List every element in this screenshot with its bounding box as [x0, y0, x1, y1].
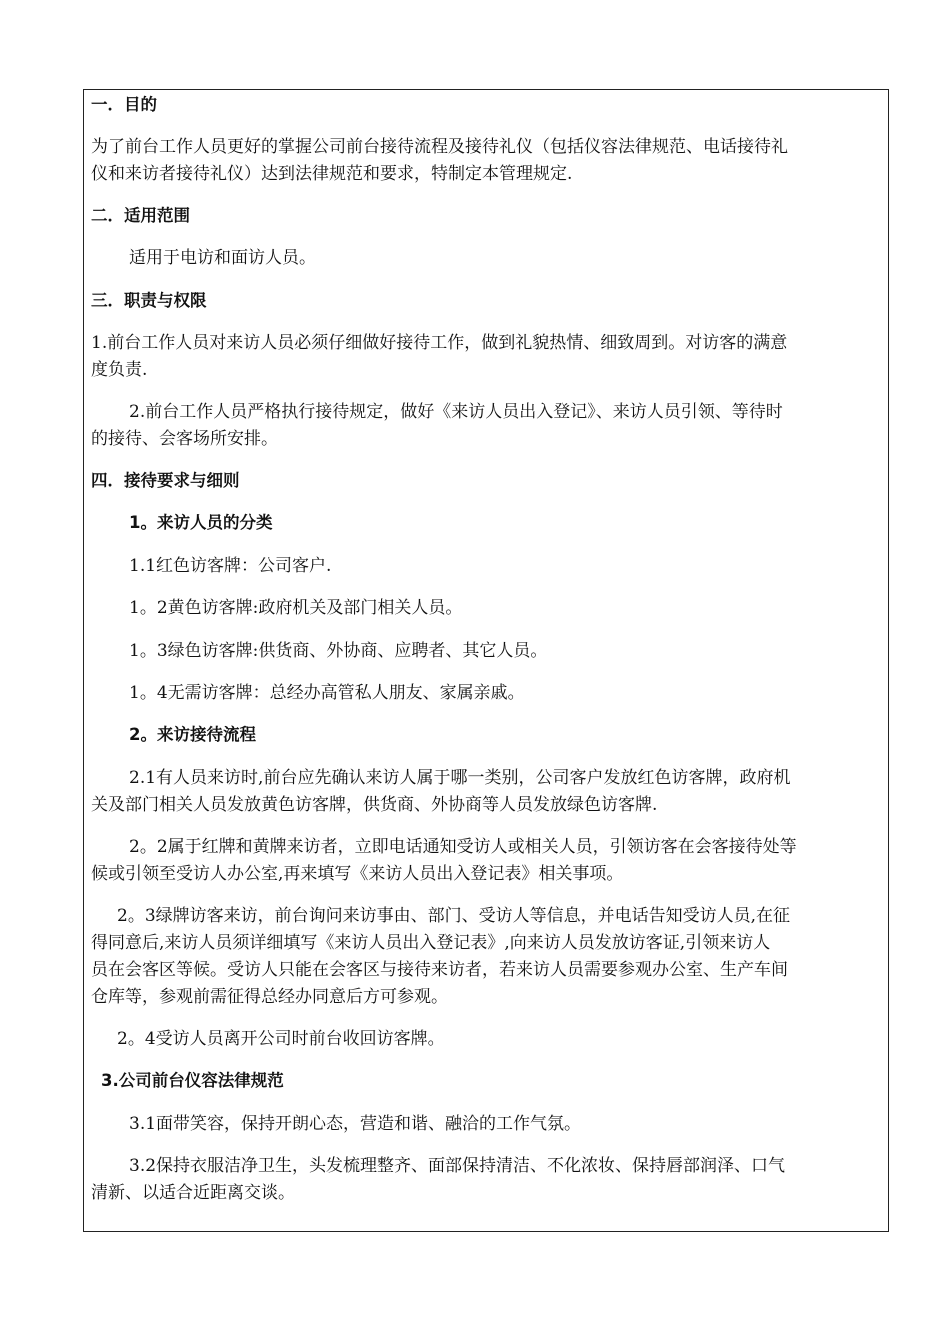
section-3-heading: 三．职责与权限 — [91, 291, 207, 310]
subsection-4-1-heading: 1。来访人员的分类 — [129, 513, 273, 532]
section-3-item-line: 1.前台工作人员对来访人员必须仔细做好接待工作，做到礼貌热情、细致周到。对访客的满意 — [91, 333, 788, 353]
subsection-4-1-item: 1.1红色访客牌：公司客户. — [129, 556, 332, 576]
subsection-4-3-item-line: 3.2保持衣服洁净卫生，头发梳理整齐、面部保持清洁、不化浓妆、保持唇部润泽、口气 — [129, 1156, 786, 1176]
section-2-heading: 二．适用范围 — [91, 206, 190, 225]
subsection-4-2-item-line: 2。2属于红牌和黄牌来访者，立即电话通知受访人或相关人员，引领访客在会客接待处等 — [129, 837, 797, 857]
section-1-paragraph-line: 为了前台工作人员更好的掌握公司前台接待流程及接待礼仪（包括仪容法律规范、电话接待礼 — [91, 137, 788, 157]
section-1-heading: 一．目的 — [91, 95, 157, 114]
section-3-item-line: 的接待、会客场所安排。 — [91, 429, 278, 449]
subsection-4-2-item-line: 2。3绿牌访客来访，前台询问来访事由、部门、受访人等信息，并电话告知受访人员,在征 — [117, 906, 791, 926]
section-3-item-line: 度负责. — [91, 360, 148, 380]
section-2-paragraph: 适用于电访和面访人员。 — [129, 248, 316, 268]
subsection-4-3-item: 3.1面带笑容，保持开朗心态，营造和谐、融洽的工作气氛。 — [129, 1114, 582, 1134]
subsection-4-2-heading: 2。来访接待流程 — [129, 725, 256, 744]
section-3-item-line: 2.前台工作人员严格执行接待规定，做好《来访人员出入登记》、来访人员引领、等待时 — [129, 402, 783, 422]
subsection-4-3-heading: 3.公司前台仪容法律规范 — [101, 1071, 284, 1090]
section-1-paragraph-line: 仪和来访者接待礼仪）达到法律规范和要求，特制定本管理规定. — [91, 164, 573, 184]
subsection-4-2-item-line: 关及部门相关人员发放黄色访客牌，供货商、外协商等人员发放绿色访客牌. — [91, 795, 658, 815]
subsection-4-2-item-line: 员在会客区等候。受访人只能在会客区与接待来访者，若来访人员需要参观办公室、生产车间 — [91, 960, 788, 980]
subsection-4-1-item: 1。3绿色访客牌:供货商、外协商、应聘者、其它人员。 — [129, 641, 548, 661]
subsection-4-1-item: 1。4无需访客牌：总经办高管私人朋友、家属亲戚。 — [129, 683, 525, 703]
subsection-4-3-item-line: 清新、以适合近距离交谈。 — [91, 1183, 295, 1203]
subsection-4-2-item-line: 2.1有人员来访时,前台应先确认来访人属于哪一类别，公司客户发放红色访客牌，政府机 — [129, 768, 791, 788]
section-4-heading: 四．接待要求与细则 — [91, 471, 240, 490]
subsection-4-2-item: 2。4受访人员离开公司时前台收回访客牌。 — [117, 1029, 445, 1049]
subsection-4-2-item-line: 候或引领至受访人办公室,再来填写《来访人员出入登记表》相关事项。 — [91, 864, 624, 884]
subsection-4-1-item: 1。2黄色访客牌:政府机关及部门相关人员。 — [129, 598, 463, 618]
subsection-4-2-item-line: 仓库等，参观前需征得总经办同意后方可参观。 — [91, 987, 448, 1007]
subsection-4-2-item-line: 得同意后,来访人员须详细填写《来访人员出入登记表》,向来访人员发放访客证,引领来访人 — [91, 933, 771, 953]
